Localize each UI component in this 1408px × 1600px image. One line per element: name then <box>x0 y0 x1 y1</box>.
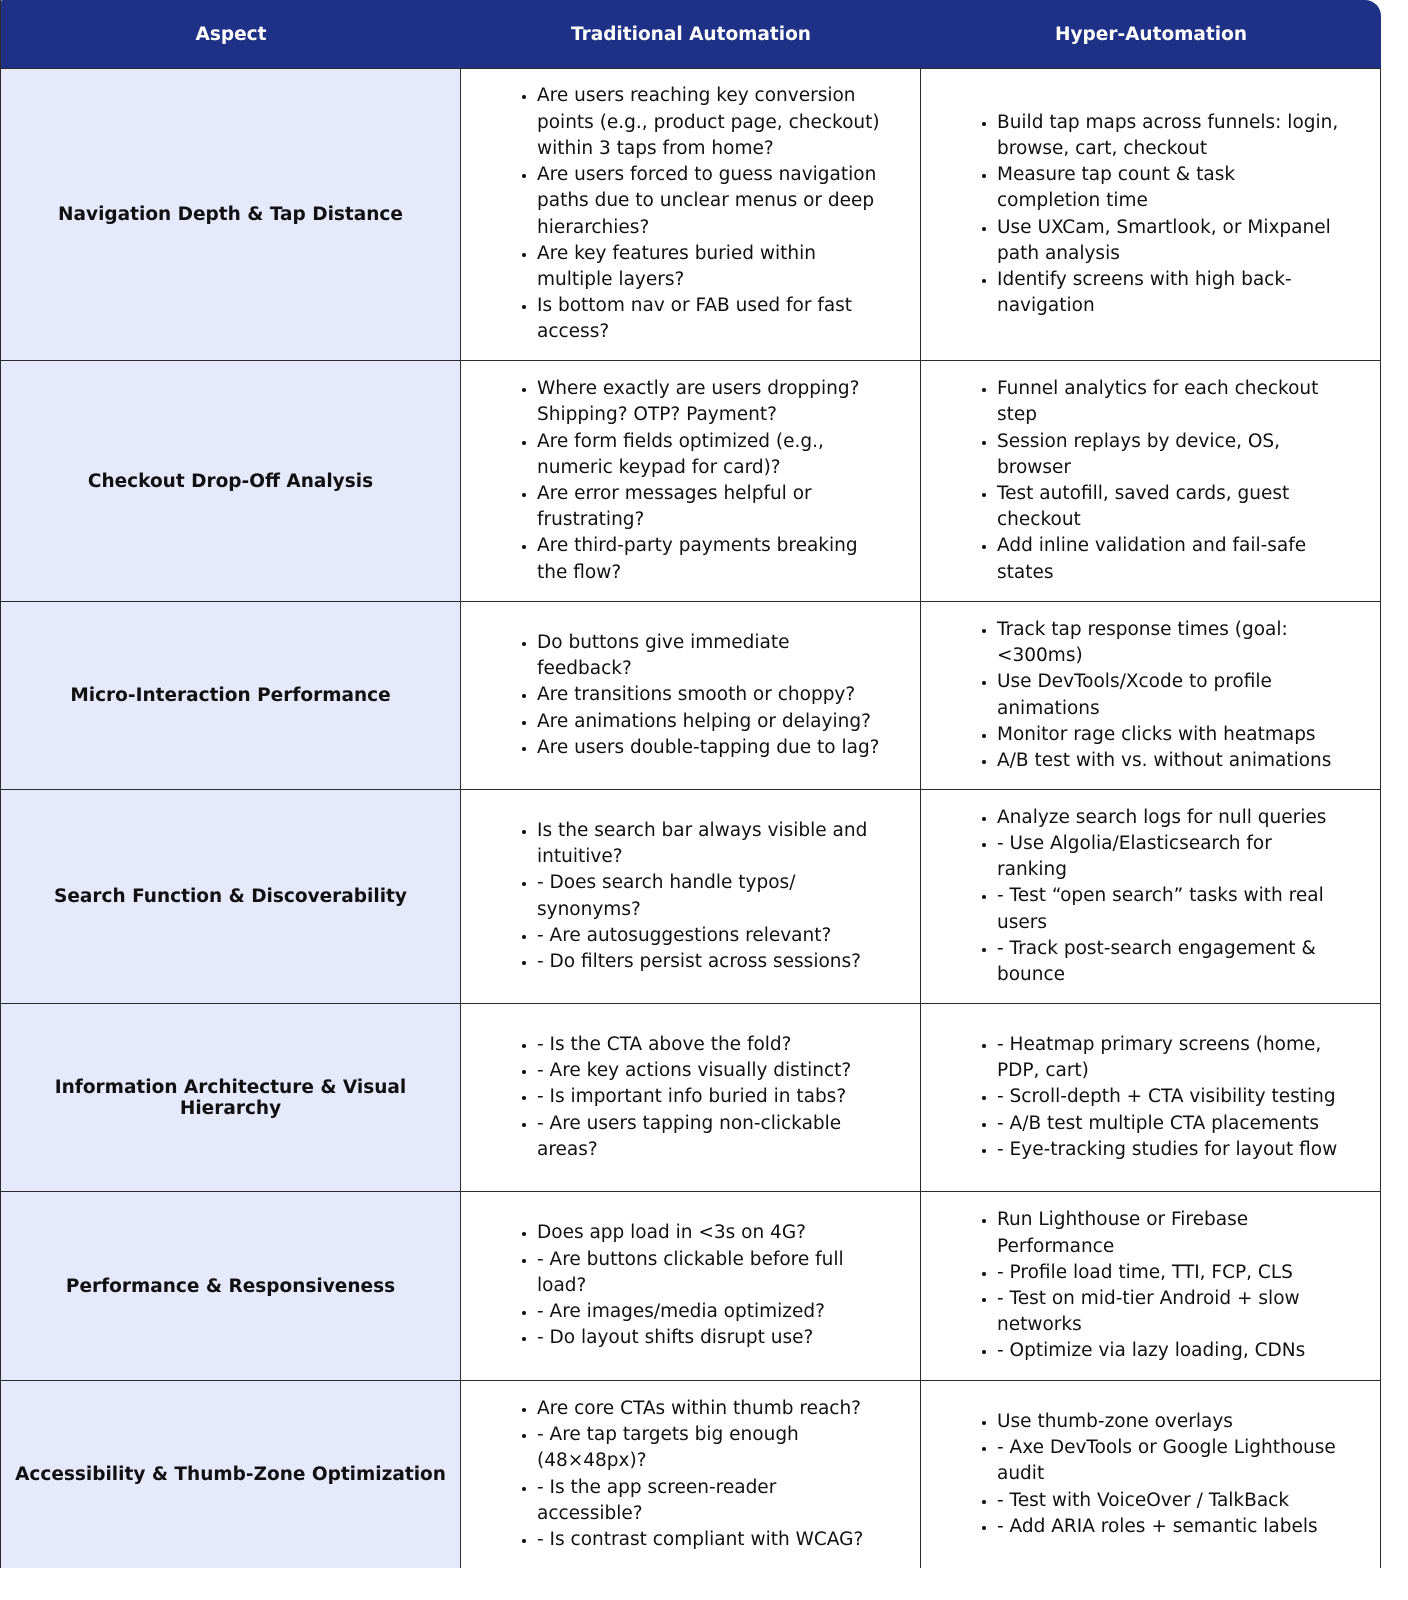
hyper-bullet-list <box>977 110 1340 320</box>
bullet-item: • - Are users tapping non-clickable areas? <box>537 1111 880 1163</box>
bullet-item: • Monitor rage clicks with heatmaps <box>997 722 1340 748</box>
bullet-item: • Run Lighthouse or Firebase Performance <box>997 1207 1340 1259</box>
aspect-cell: Checkout Drop-Off Analysis <box>1 360 461 601</box>
traditional-bullet-list <box>517 1032 880 1163</box>
bullet-item: • - Add ARIA roles + semantic labels <box>997 1514 1340 1540</box>
traditional-automation-cell <box>461 360 921 601</box>
bullet-item: • Identify screens with high back-navigation <box>997 267 1340 319</box>
hyper-automation-cell <box>921 789 1381 1003</box>
bullet-item: • Are form fields optimized (e.g., numeric keypad for card)? <box>537 429 880 481</box>
traditional-automation-cell <box>461 1380 921 1568</box>
bullet-item: • Is bottom nav or FAB used for fast access? <box>537 293 880 345</box>
bullet-item: • - Is contrast compliant with WCAG? <box>537 1527 880 1553</box>
header-traditional-automation: Traditional Automation <box>461 0 921 68</box>
bullet-item: • Is the search bar always visible and intuitive? <box>537 818 880 870</box>
aspect-cell: Information Architecture & Visual Hierarchy <box>1 1003 461 1191</box>
traditional-bullet-list <box>517 1396 880 1553</box>
bullet-item: • Add inline validation and fail-safe states <box>997 533 1340 585</box>
bullet-item: • - Axe DevTools or Google Lighthouse audit <box>997 1435 1340 1487</box>
aspect-cell: Performance & Responsiveness <box>1 1191 461 1380</box>
bullet-item: • Are core CTAs within thumb reach? <box>537 1396 880 1422</box>
traditional-automation-cell <box>461 601 921 789</box>
hyper-automation-cell <box>921 1191 1381 1380</box>
aspect-cell: Micro-Interaction Performance <box>1 601 461 789</box>
traditional-automation-cell <box>461 1191 921 1380</box>
bullet-item: • A/B test with vs. without animations <box>997 748 1340 774</box>
bullet-item: • Use thumb-zone overlays <box>997 1409 1340 1435</box>
traditional-bullet-list <box>517 1220 880 1351</box>
bullet-item: • - Optimize via lazy loading, CDNs <box>997 1338 1340 1364</box>
bullet-item: • Measure tap count & task completion time <box>997 162 1340 214</box>
traditional-bullet-list <box>517 630 880 761</box>
bullet-item: • Are users double-tapping due to lag? <box>537 735 880 761</box>
bullet-item: • - Test “open search” tasks with real users <box>997 883 1340 935</box>
hyper-automation-cell <box>921 1380 1381 1568</box>
bullet-item: • - Is important info buried in tabs? <box>537 1084 880 1110</box>
bullet-item: • - Heatmap primary screens (home, PDP, cart) <box>997 1032 1340 1084</box>
aspect-cell: Accessibility & Thumb-Zone Optimization <box>1 1380 461 1568</box>
bullet-item: • - Are tap targets big enough (48×48px)? <box>537 1422 880 1474</box>
bullet-item: • - Are images/media optimized? <box>537 1299 880 1325</box>
bullet-item: • - Do filters persist across sessions? <box>537 949 880 975</box>
aspect-cell: Navigation Depth & Tap Distance <box>1 68 461 360</box>
bullet-item: • Are error messages helpful or frustrating? <box>537 481 880 533</box>
bullet-item: • Do buttons give immediate feedback? <box>537 630 880 682</box>
bullet-item: • - A/B test multiple CTA placements <box>997 1111 1340 1137</box>
bullet-item: • Are users reaching key conversion points (e.g., product page, checkout) within 3 taps from home? <box>537 83 880 162</box>
bullet-item: • - Do layout shifts disrupt use? <box>537 1325 880 1351</box>
bullet-item: • - Is the app screen-reader accessible? <box>537 1475 880 1527</box>
bullet-item: • - Test with VoiceOver / TalkBack <box>997 1488 1340 1514</box>
hyper-automation-cell <box>921 68 1381 360</box>
aspect-cell: Search Function & Discoverability <box>1 789 461 1003</box>
traditional-bullet-list <box>517 83 880 345</box>
bullet-item: • - Are key actions visually distinct? <box>537 1058 880 1084</box>
bullet-item: • Track tap response times (goal: <300ms) <box>997 617 1340 669</box>
bullet-item: • Are users forced to guess navigation paths due to unclear menus or deep hierarchies? <box>537 162 880 241</box>
header-aspect: Aspect <box>1 0 461 68</box>
hyper-automation-cell <box>921 601 1381 789</box>
traditional-bullet-list <box>517 818 880 975</box>
bullet-item: • Use UXCam, Smartlook, or Mixpanel path analysis <box>997 215 1340 267</box>
bullet-item: • - Are buttons clickable before full load? <box>537 1247 880 1299</box>
header-hyper-automation: Hyper-Automation <box>921 0 1381 68</box>
hyper-bullet-list <box>977 805 1340 988</box>
bullet-item: • Are transitions smooth or choppy? <box>537 682 880 708</box>
hyper-bullet-list <box>977 376 1340 586</box>
traditional-automation-cell <box>461 789 921 1003</box>
traditional-automation-cell <box>461 1003 921 1191</box>
bullet-item: • Funnel analytics for each checkout step <box>997 376 1340 428</box>
hyper-bullet-list <box>977 617 1340 774</box>
bullet-item: • - Are autosuggestions relevant? <box>537 923 880 949</box>
bullet-item: • - Eye-tracking studies for layout flow <box>997 1137 1340 1163</box>
bullet-item: • Analyze search logs for null queries <box>997 805 1340 831</box>
bullet-item: • - Profile load time, TTI, FCP, CLS <box>997 1260 1340 1286</box>
bullet-item: • - Does search handle typos/ synonyms? <box>537 870 880 922</box>
bullet-item: • Build tap maps across funnels: login, browse, cart, checkout <box>997 110 1340 162</box>
hyper-bullet-list <box>977 1409 1340 1540</box>
bullet-item: • Use DevTools/Xcode to profile animations <box>997 669 1340 721</box>
bullet-item: • Are key features buried within multiple layers? <box>537 241 880 293</box>
bullet-item: • Where exactly are users dropping? Shipping? OTP? Payment? <box>537 376 880 428</box>
hyper-bullet-list <box>977 1207 1340 1364</box>
bullet-item: • - Is the CTA above the fold? <box>537 1032 880 1058</box>
traditional-automation-cell <box>461 68 921 360</box>
hyper-automation-cell <box>921 360 1381 601</box>
bullet-item: • Are third-party payments breaking the flow? <box>537 533 880 585</box>
bullet-item: • Does app load in <3s on 4G? <box>537 1220 880 1246</box>
bullet-item: • - Use Algolia/Elasticsearch for ranking <box>997 831 1340 883</box>
traditional-bullet-list <box>517 376 880 586</box>
bullet-item: • - Test on mid-tier Android + slow networks <box>997 1286 1340 1338</box>
hyper-automation-cell <box>921 1003 1381 1191</box>
bullet-item: • - Scroll-depth + CTA visibility testing <box>997 1084 1340 1110</box>
bullet-item: • - Track post-search engagement & bounce <box>997 936 1340 988</box>
bullet-item: • Test autofill, saved cards, guest checkout <box>997 481 1340 533</box>
bullet-item: • Are animations helping or delaying? <box>537 709 880 735</box>
bullet-item: • Session replays by device, OS, browser <box>997 429 1340 481</box>
hyper-bullet-list <box>977 1032 1340 1163</box>
